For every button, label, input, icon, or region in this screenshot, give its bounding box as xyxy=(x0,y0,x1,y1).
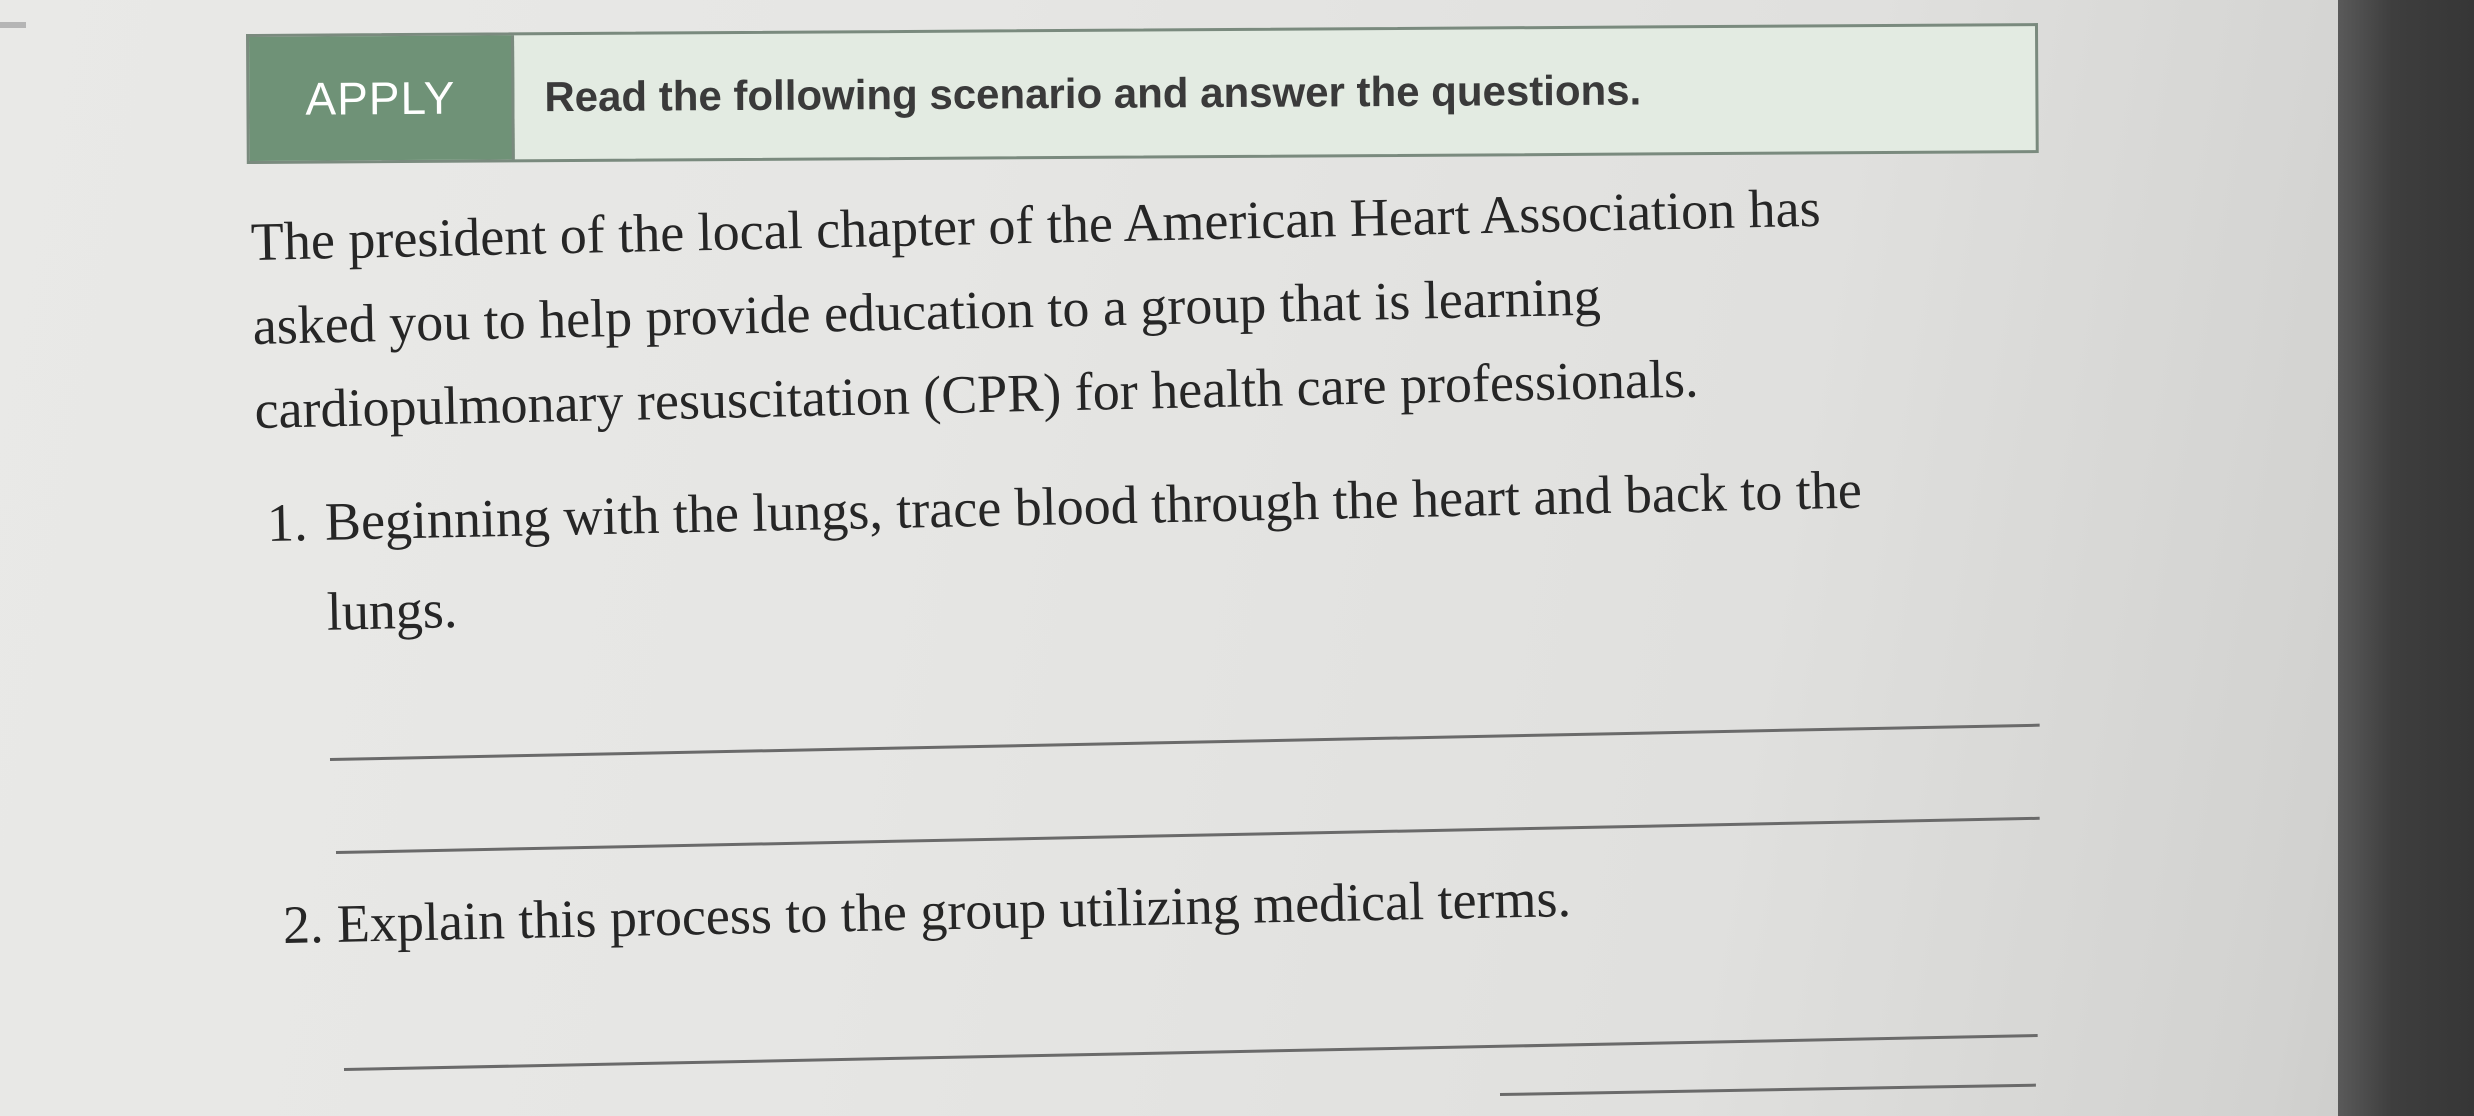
question-text: Explain this process to the group utilizing medical terms. xyxy=(336,868,1572,954)
scenario-paragraph xyxy=(250,162,1975,451)
answer-line[interactable] xyxy=(1500,1084,2036,1096)
question-text-continued: lungs. xyxy=(326,579,458,642)
question-1 xyxy=(266,445,1865,658)
answer-line[interactable] xyxy=(336,817,2040,854)
question-number: 1. xyxy=(266,492,309,553)
question-number: 2. xyxy=(282,894,325,955)
apply-tag: APPLY xyxy=(249,35,515,161)
page-corner-mark xyxy=(0,22,26,28)
question-2 xyxy=(282,853,1572,970)
banner-instruction: Read the following scenario and answer the questions. xyxy=(544,66,1642,121)
question-text: Beginning with the lungs, trace blood through the heart and back to the xyxy=(324,459,1863,552)
scenario-line: asked you to help provide education to a group that is learning xyxy=(252,266,1602,356)
scenario-line: cardiopulmonary resuscitation (CPR) for health care professionals. xyxy=(253,348,1699,440)
answer-line[interactable] xyxy=(330,724,2040,761)
scenario-line: The president of the local chapter of the American Heart Association has xyxy=(250,177,1822,272)
page-edge-shadow xyxy=(2338,0,2474,1116)
answer-line[interactable] xyxy=(344,1034,2038,1071)
apply-banner xyxy=(246,23,2039,164)
